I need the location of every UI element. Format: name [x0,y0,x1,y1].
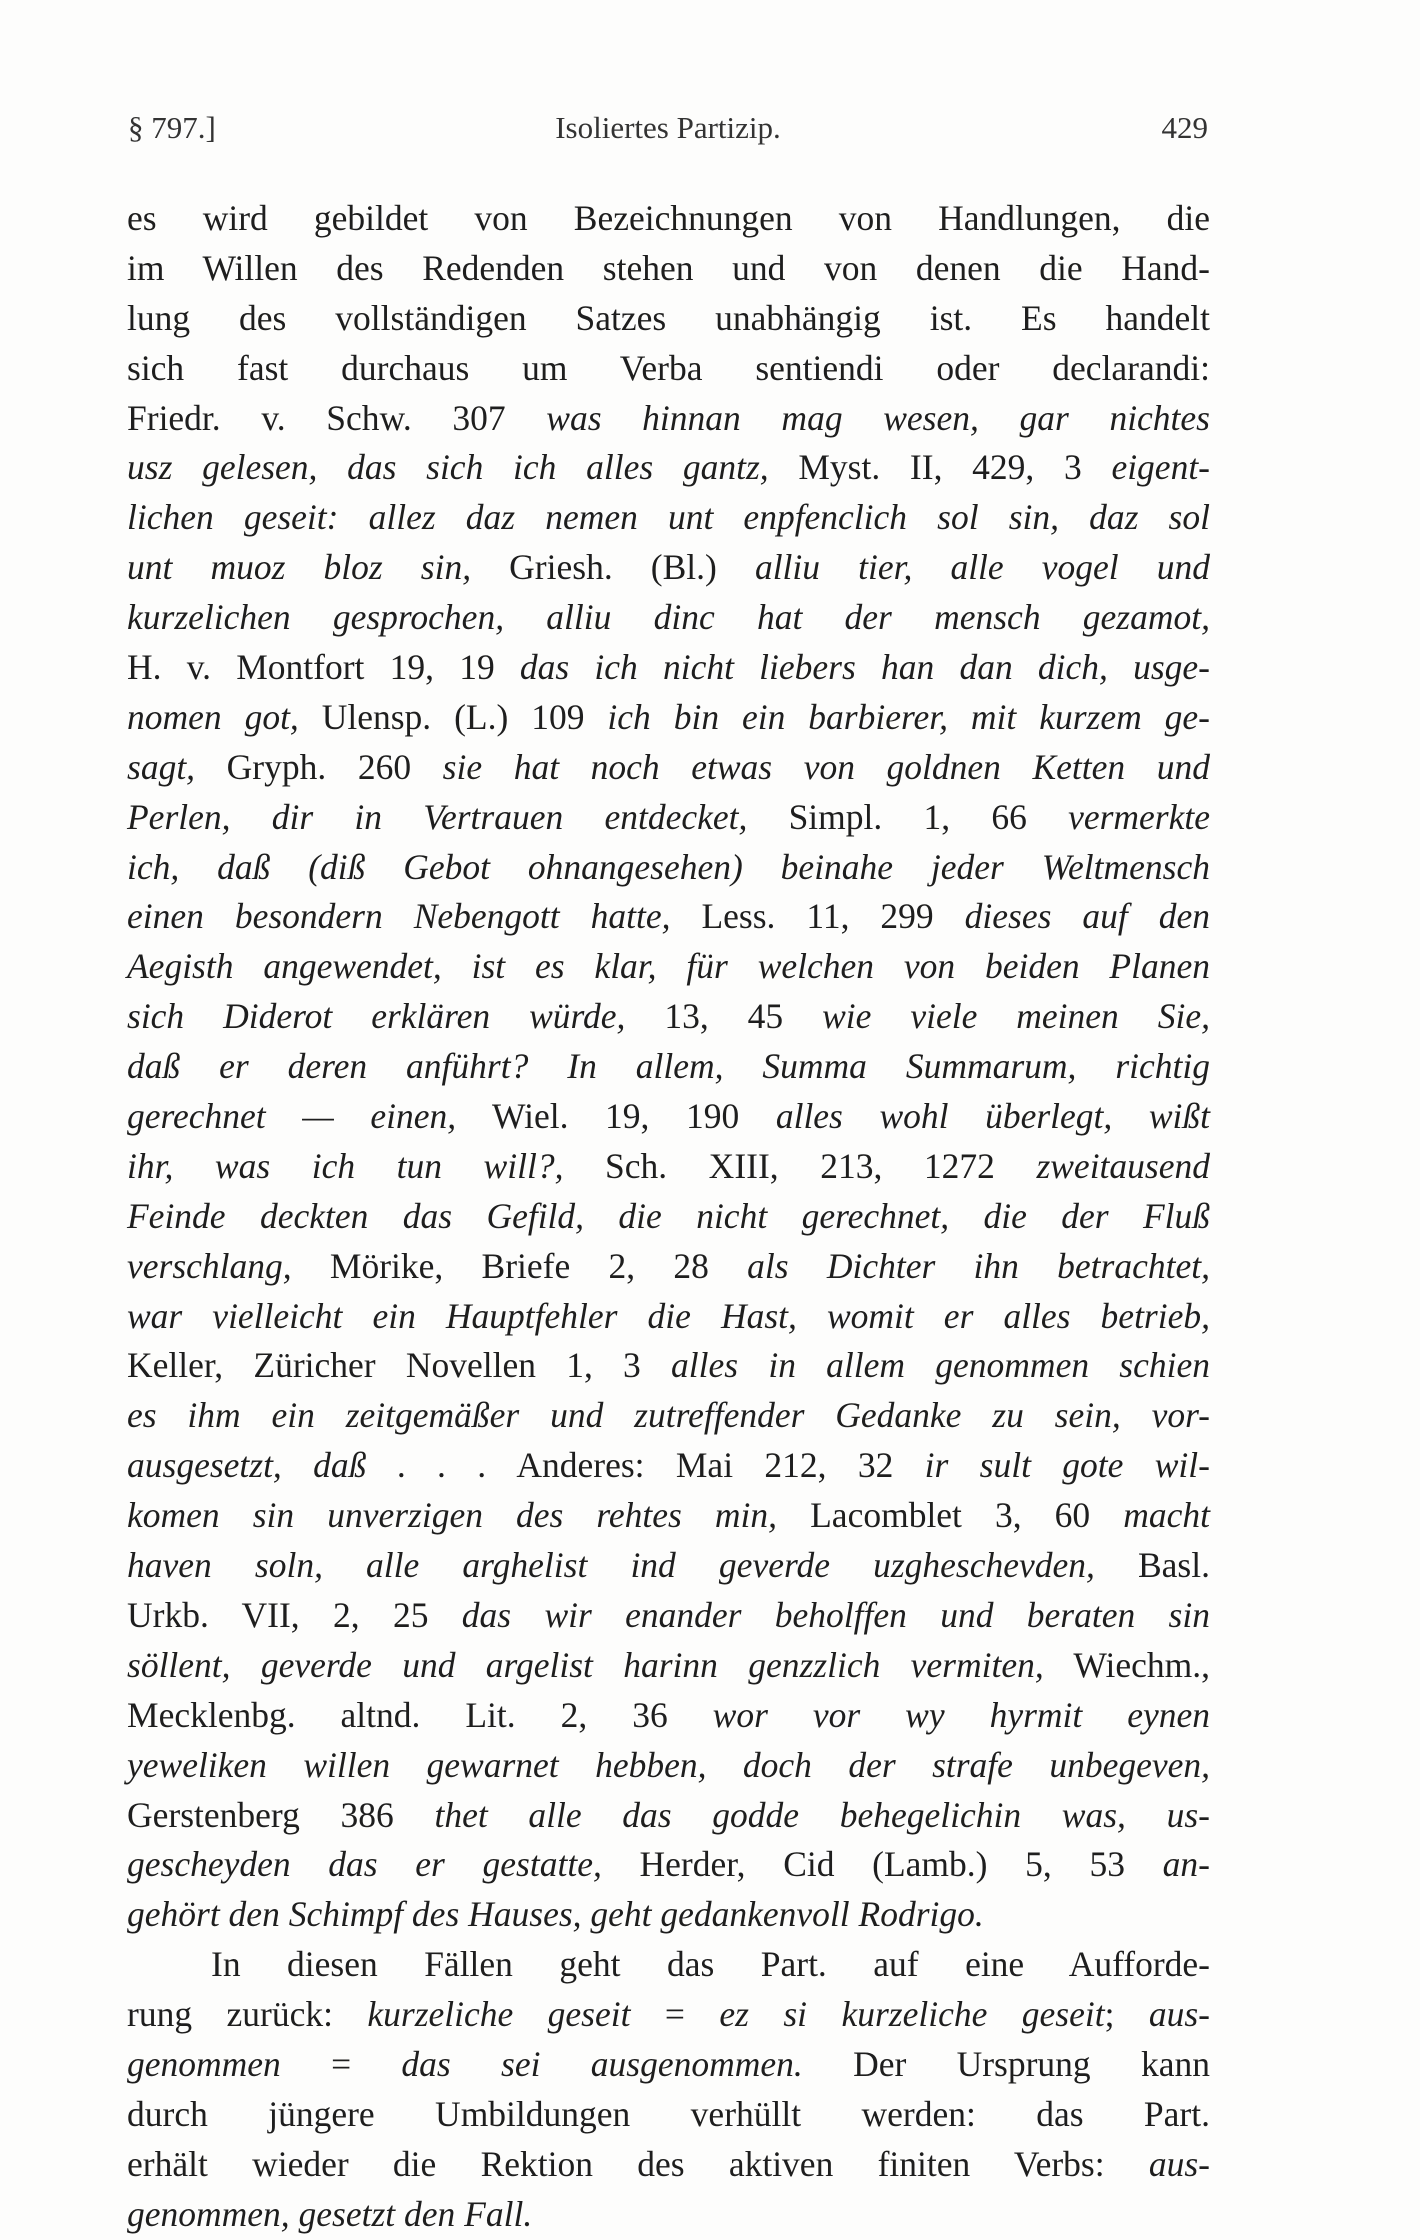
italic-quote: haven soln, alle arghelist ind geverde uzgheschevden, [127,1545,1095,1586]
text-line [127,1641,1210,1691]
text-line [127,1990,1210,2040]
text-line [127,1940,1210,1990]
italic-quote: Aegisth angewendet, ist es klar, für welchen von beiden Planen [127,946,1210,987]
text-line [127,1441,1210,1491]
italic-quote: einen besondern Nebengott hatte, [127,896,671,937]
text-run: H. v. Montfort 19, 19 [127,647,520,688]
text-line [127,892,1210,942]
text-line [127,543,1210,593]
text-run: Keller, Züricher Novellen 1, 3 [127,1345,672,1386]
italic-quote: Feinde deckten das Gefild, die nicht gerechnet, die der Fluß [127,1195,1210,1236]
italic-quote: als Dichter ihn betrachtet, [747,1245,1210,1286]
running-title: Isoliertes Partizip. [555,110,781,145]
text-run: Less. 11, 299 [670,896,965,937]
text-run: sich fast durchaus um Verba sentiendi oder declarandi: [127,347,1210,388]
italic-quote: kurzelichen gesprochen, alliu dinc hat der mensch gezamot, [127,597,1210,638]
italic-quote: kurzeliche geseit [367,1994,631,2035]
text-run: Wiel. 19, 190 [456,1096,776,1137]
text-line [127,1741,1210,1791]
text-run: = [630,1994,720,2035]
text-line [127,793,1210,843]
text-run: Anderes: Mai 212, 32 [487,1445,925,1486]
text-run: rung zurück: [127,1994,368,2035]
italic-quote: yeweliken willen gewarnet hebben, doch der strafe unbegeven, [127,1744,1210,1785]
italic-quote: an- [1162,1844,1210,1885]
italic-quote: macht [1123,1495,1211,1536]
text-run: Der Ursprung kann [802,2043,1210,2084]
italic-quote: verschlang, [127,1245,292,1286]
italic-quote: es ihm ein zeitgemäßer und zutreffender Gedanke zu sein, vor- [127,1395,1210,1436]
italic-quote: ir sult gote wil- [924,1445,1210,1486]
text-line [127,2140,1210,2190]
text-line [127,1491,1210,1541]
text-line [127,743,1210,793]
italic-quote: alliu tier, alle vogel und [754,547,1210,588]
italic-quote: ez si kurzeliche geseit [719,1994,1105,2035]
text-line [127,2190,1210,2240]
text-line [127,643,1210,693]
text-run: Friedr. v. Schw. 307 [127,397,547,438]
text-run: Gryph. 260 [195,746,443,787]
text-run: Mörike, Briefe 2, 28 [291,1245,748,1286]
italic-quote: aus- [1148,1994,1210,2035]
text-line [127,1092,1210,1142]
text-run: Sch. XIII, 213, 1272 [563,1145,1037,1186]
text-line [127,1541,1210,1591]
italic-quote: usz gelesen, das sich ich alles gantz, [127,447,769,488]
text-line [127,493,1210,543]
italic-quote: zweitausend [1036,1145,1210,1186]
text-line [127,443,1210,493]
italic-quote: alles wohl überlegt, wißt [775,1096,1210,1137]
italic-quote: Perlen, dir in Vertrauen entdecket, [127,796,748,837]
text-run: Wiechm., [1043,1644,1211,1685]
italic-quote: vermerkte [1068,796,1210,837]
text-run: Myst. II, 429, 3 [768,447,1112,488]
italic-quote: wor vor wy hyrmit eynen [712,1694,1210,1735]
text-run: Mecklenbg. altnd. Lit. 2, 36 [127,1694,713,1735]
italic-quote: genommen, gesetzt den Fall. [127,2193,533,2234]
text-line [127,693,1210,743]
text-run: lung des vollständigen Satzes unabhängig ist. Es handelt [127,297,1210,338]
text-run: Ulensp. (L.) 109 [298,696,608,737]
text-line [127,1242,1210,1292]
text-line [127,2090,1210,2140]
text-run: Simpl. 1, 66 [747,796,1069,837]
text-run: erhält wieder die Rektion des aktiven finiten Verbs: [127,2143,1149,2184]
body-text [127,194,1210,2240]
page-number: 429 [1161,110,1208,145]
text-line [127,942,1210,992]
italic-quote: dieses auf den [964,896,1210,937]
text-line [127,1292,1210,1342]
text-line [127,344,1210,394]
text-line [127,1691,1210,1741]
italic-quote: sie hat noch etwas von goldnen Ketten und [442,746,1210,787]
text-line [127,194,1210,244]
text-line [127,593,1210,643]
italic-quote: nomen got, [127,696,299,737]
text-run: Urkb. VII, 2, 25 [127,1594,462,1635]
italic-quote: sagt, [127,746,196,787]
italic-quote: söllent, geverde und argelist harinn genzzlich vermiten, [127,1644,1044,1685]
text-run: Herder, Cid (Lamb.) 5, 53 [601,1844,1163,1885]
italic-quote: lichen geseit: allez daz nemen unt enpfenclich sol sin, daz sol [127,497,1210,538]
italic-quote: genommen [127,2043,281,2084]
text-line [127,1341,1210,1391]
italic-quote: ihr, was ich tun will?, [127,1145,564,1186]
text-run: Basl. [1094,1545,1210,1586]
text-run: ; [1104,1994,1149,2035]
italic-quote: das sei ausgenommen. [401,2043,803,2084]
text-line [127,1840,1210,1890]
text-run: es wird gebildet von Bezeichnungen von Handlungen, die [127,198,1210,238]
italic-quote: ich bin ein barbierer, mit kurzem ge- [607,696,1210,737]
text-run: 13, 45 [625,996,823,1037]
text-run: Gerstenberg 386 [127,1794,435,1835]
text-line [127,1391,1210,1441]
text-line [127,394,1210,444]
text-run: Griesh. (Bl.) [471,547,755,588]
italic-quote: gehört den Schimpf des Hauses, geht gedankenvoll Rodrigo. [127,1894,984,1935]
italic-quote: unt muoz bloz sin, [127,547,472,588]
italic-quote: alles in allem genommen schien [671,1345,1211,1386]
italic-quote: war vielleicht ein Hauptfehler die Hast, womit er alles betrieb, [127,1295,1210,1336]
text-line [127,244,1210,294]
italic-quote: das ich nicht liebers han dan dich, usge- [519,647,1210,688]
italic-quote: gerechnet — einen, [127,1096,457,1137]
italic-quote: komen sin unverzigen des rehtes min, [127,1495,778,1536]
italic-quote: was hinnan mag wesen, gar nichtes [546,397,1210,438]
italic-quote: sich Diderot erklären würde, [127,996,626,1037]
text-line [127,1890,1210,1940]
italic-quote: wie viele meinen Sie, [822,996,1210,1037]
text-line [127,843,1210,893]
running-header [128,110,1208,150]
text-run: = [280,2043,402,2084]
italic-quote: gescheyden das er gestatte, [127,1844,602,1885]
text-line [127,294,1210,344]
text-line [127,992,1210,1042]
italic-quote: daß er deren anführt? In allem, Summa Summarum, richtig [127,1046,1210,1087]
text-run: Lacomblet 3, 60 [777,1495,1124,1536]
italic-quote: das wir enander beholffen und beraten sin [461,1594,1210,1635]
text-line [127,1142,1210,1192]
text-run: In diesen Fällen geht das Part. auf eine Aufforde- [211,1944,1210,1985]
italic-quote: thet alle das godde behegelichin was, us- [434,1794,1210,1835]
italic-quote: ich, daß (diß Gebot ohnangesehen) beinahe jeder Weltmensch [127,846,1210,887]
italic-quote: aus- [1148,2143,1210,2184]
text-line [127,1192,1210,1242]
italic-quote: eigent- [1111,447,1210,488]
text-run: durch jüngere Umbildungen verhüllt werden: das Part. [127,2093,1210,2134]
text-line [127,1791,1210,1841]
italic-quote: ausgesetzt, daß . . . [127,1445,488,1486]
text-line [127,1591,1210,1641]
text-line [127,2040,1210,2090]
text-line [127,1042,1210,1092]
section-number: § 797.] [128,110,216,145]
text-run: im Willen des Redenden stehen und von denen die Hand- [127,247,1210,288]
